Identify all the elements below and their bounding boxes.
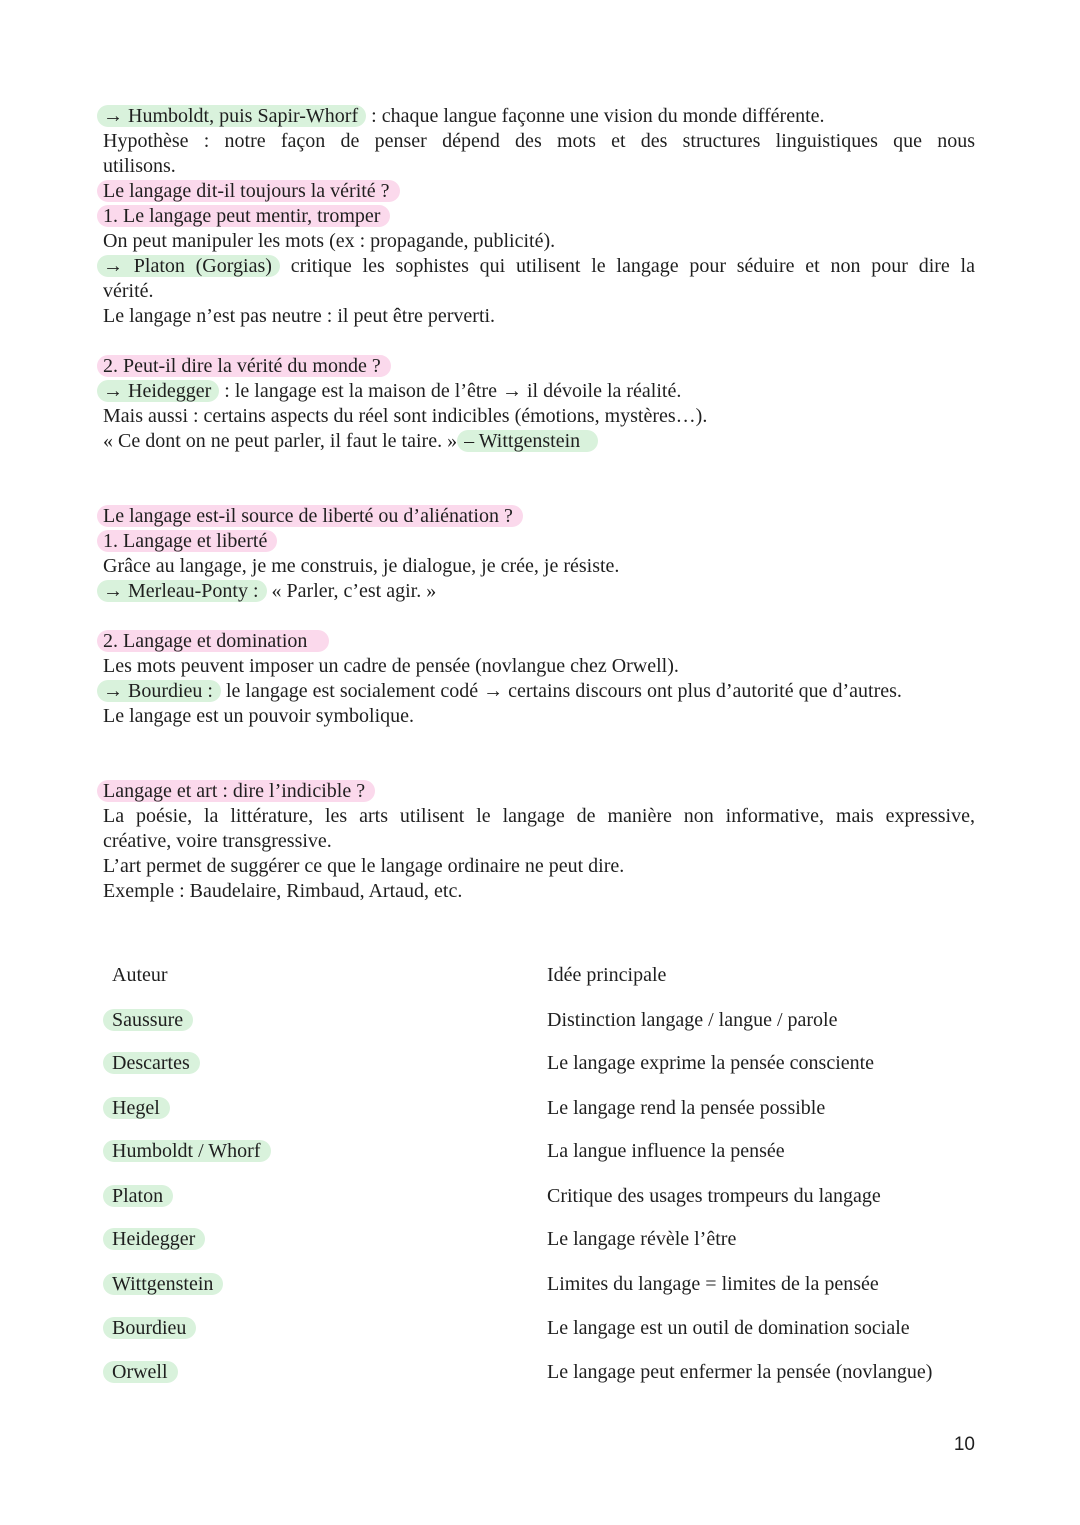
paragraph-line: Le langage est un pouvoir symbolique. [103, 705, 415, 727]
paragraph-line: → Heidegger : le langage est la maison de l’être → il dévoile la réalité. [103, 379, 975, 404]
table-row-author: Saussure [112, 1008, 193, 1033]
table-row-idea: Le langage révèle l’être [547, 1228, 737, 1250]
table-header-idea: Idée principale [547, 964, 667, 986]
page-number: 10 [953, 1434, 975, 1455]
table-row-idea: La langue influence la pensée [547, 1140, 785, 1162]
paragraph-line: → Platon (Gorgias) critique les sophistes qui utilisent le langage pour séduire et non pour dire la [103, 254, 975, 279]
paragraph-line: → Merleau-Ponty : « Parler, c’est agir. » [103, 579, 975, 604]
subheading: 2. Langage et domination [103, 629, 975, 654]
table-row-idea: Le langage rend la pensée possible [547, 1097, 826, 1119]
quote-line: « Ce dont on ne peut parler, il faut le taire. » – Wittgenstein [103, 429, 975, 454]
paragraph-line: vérité. [103, 280, 154, 302]
paragraph-line: Grâce au langage, je me construis, je dialogue, je crée, je résiste. [103, 555, 620, 577]
table-row-author: Orwell [112, 1360, 178, 1385]
paragraph-line: Hypothèse : notre façon de penser dépend des mots et des structures linguistiques que nous [103, 130, 975, 152]
paragraph-line: → Bourdieu : le langage est socialement codé → certains discours ont plus d’autorité que d’autres. [103, 679, 975, 704]
table-row-idea: Critique des usages trompeurs du langage [547, 1185, 881, 1207]
paragraph-line: utilisons. [103, 155, 176, 177]
paragraph-line: créative, voire transgressive. [103, 830, 332, 852]
paragraph-line: Mais aussi : certains aspects du réel sont indicibles (émotions, mystères…). [103, 405, 708, 427]
table-header-author: Auteur [112, 964, 168, 986]
table-row-author: Hegel [112, 1096, 170, 1121]
table-row-idea: Le langage exprime la pensée consciente [547, 1052, 875, 1074]
table-row-author: Descartes [112, 1051, 200, 1076]
section-heading: Le langage dit-il toujours la vérité ? [103, 179, 975, 204]
table-row-idea: Limites du langage = limites de la pensée [547, 1273, 879, 1295]
author-highlight: → Heidegger [97, 380, 219, 402]
author-highlight: → Humboldt, puis Sapir-Whorf [97, 105, 366, 127]
author-highlight: – Wittgenstein [457, 430, 598, 452]
section-heading: Le langage est-il source de liberté ou d’aliénation ? [103, 504, 975, 529]
subheading: 1. Langage et liberté [103, 529, 975, 554]
paragraph-line: La poésie, la littérature, les arts utilisent le langage de manière non informative, mais expressive, [103, 805, 975, 827]
paragraph-line: On peut manipuler les mots (ex : propagande, publicité). [103, 230, 556, 252]
author-highlight: → Merleau-Ponty : [97, 580, 267, 602]
paragraph-line: → Humboldt, puis Sapir-Whorf : chaque langue façonne une vision du monde différente. [103, 104, 975, 129]
paragraph-line: L’art permet de suggérer ce que le langage ordinaire ne peut dire. [103, 855, 625, 877]
paragraph-line: Exemple : Baudelaire, Rimbaud, Artaud, etc. [103, 880, 463, 902]
table-row-idea: Distinction langage / langue / parole [547, 1009, 838, 1031]
paragraph-line: Le langage n’est pas neutre : il peut être perverti. [103, 305, 496, 327]
table-row-author: Bourdieu [112, 1316, 196, 1341]
table-row-author: Wittgenstein [112, 1272, 223, 1297]
table-row-author: Humboldt / Whorf [112, 1139, 271, 1164]
table-row-idea: Le langage peut enfermer la pensée (novlangue) [547, 1361, 933, 1383]
table-row-author: Platon [112, 1184, 173, 1209]
paragraph-line: Les mots peuvent imposer un cadre de pensée (novlangue chez Orwell). [103, 655, 679, 677]
subheading: 2. Peut-il dire la vérité du monde ? [103, 354, 975, 379]
subheading: 1. Le langage peut mentir, tromper [103, 204, 975, 229]
author-highlight: → Platon (Gorgias) [97, 255, 280, 277]
table-row-idea: Le langage est un outil de domination sociale [547, 1317, 910, 1339]
section-heading: Langage et art : dire l’indicible ? [103, 779, 975, 804]
author-highlight: → Bourdieu : [97, 680, 221, 702]
table-row-author: Heidegger [112, 1227, 205, 1252]
